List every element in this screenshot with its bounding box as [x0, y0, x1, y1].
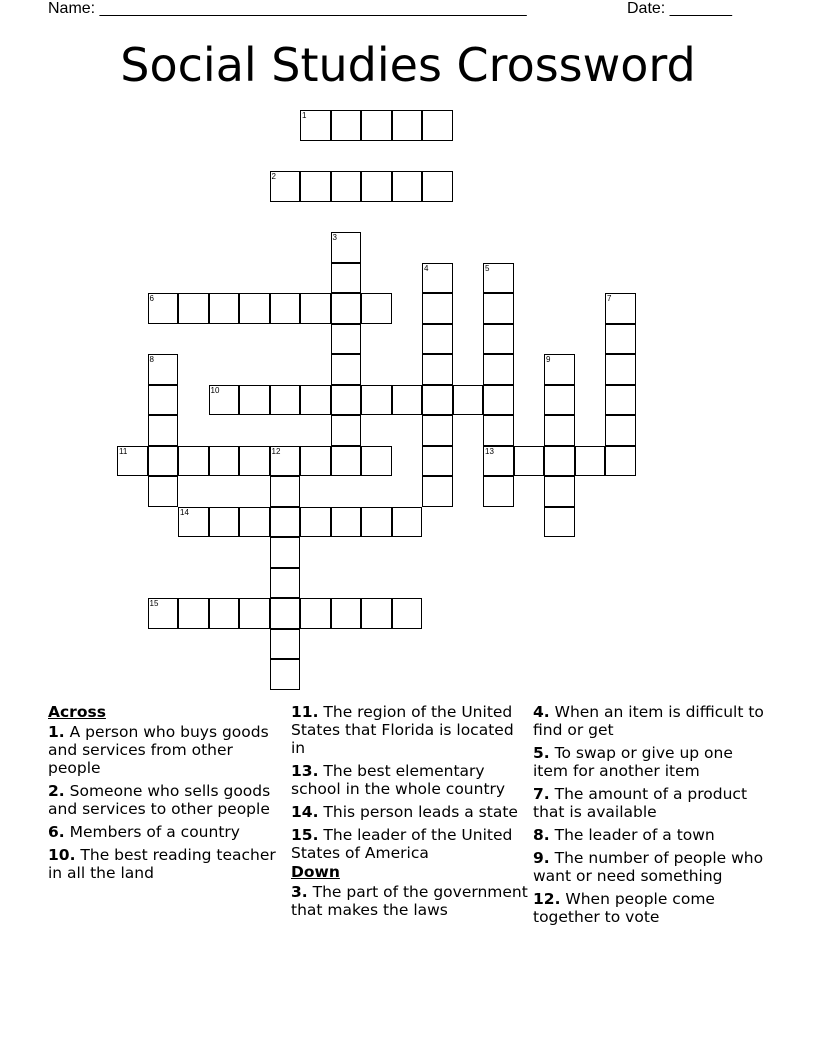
grid-cell[interactable]	[514, 446, 545, 477]
clue-number: 14.	[291, 803, 319, 821]
grid-cell[interactable]	[178, 446, 209, 477]
grid-cell[interactable]	[178, 598, 209, 629]
grid-cell[interactable]	[605, 324, 636, 355]
grid-cell[interactable]	[422, 415, 453, 446]
clue-text: The number of people who want or need something	[533, 849, 764, 885]
grid-cell[interactable]	[361, 293, 392, 324]
grid-cell[interactable]	[483, 293, 514, 324]
grid-cell[interactable]	[422, 171, 453, 202]
cell-number: 15	[149, 599, 159, 608]
grid-cell[interactable]	[209, 507, 240, 538]
cell-number: 10	[210, 385, 220, 395]
cell-number: 4	[424, 263, 429, 273]
clue-number: 8.	[533, 826, 550, 844]
grid-cell[interactable]	[270, 568, 301, 599]
grid-cell[interactable]	[300, 110, 331, 141]
cell-number: 9	[546, 355, 551, 364]
clue-number: 11.	[291, 703, 319, 721]
name-field[interactable]: Name: ________________________________________________	[48, 0, 527, 17]
down-heading: Down	[291, 863, 340, 881]
cell-number: 8	[149, 355, 154, 364]
clue-number: 9.	[533, 849, 550, 867]
grid-cell[interactable]	[270, 629, 301, 660]
clue-text: Someone who sells goods and services to other people	[48, 782, 271, 818]
clue-across-2	[48, 782, 286, 818]
grid-cell[interactable]	[300, 507, 331, 538]
grid-cell[interactable]	[178, 293, 209, 324]
clue-number: 2.	[48, 782, 65, 800]
grid-cell[interactable]	[239, 507, 270, 538]
clue-text: This person leads a state	[323, 803, 518, 821]
clues-column-3	[533, 703, 771, 931]
clue-number: 1.	[48, 723, 65, 741]
grid-cell[interactable]	[483, 385, 514, 416]
grid-cell[interactable]	[331, 232, 362, 263]
grid-cell[interactable]	[605, 354, 636, 385]
clue-text: When people come together to vote	[533, 890, 715, 926]
grid-cell[interactable]	[392, 385, 423, 416]
clue-text: The region of the United States that Florida is located in	[291, 703, 514, 757]
grid-cell[interactable]	[422, 476, 453, 507]
grid-cell[interactable]	[361, 385, 392, 416]
grid-cell[interactable]	[239, 446, 270, 477]
grid-cell[interactable]	[270, 293, 301, 324]
grid-cell[interactable]	[300, 446, 331, 477]
grid-cell[interactable]	[392, 171, 423, 202]
clue-number: 7.	[533, 785, 550, 803]
grid-cell[interactable]	[483, 476, 514, 507]
cell-number: 7	[607, 294, 612, 303]
grid-cell[interactable]	[331, 598, 362, 629]
grid-cell[interactable]	[422, 446, 453, 477]
grid-cell[interactable]	[605, 385, 636, 416]
cell-number: 11	[119, 446, 128, 456]
across-heading: Across	[48, 703, 106, 721]
clue-number: 4.	[533, 703, 550, 721]
grid-cell[interactable]	[209, 598, 240, 629]
grid-cell[interactable]	[331, 385, 362, 416]
grid-cell[interactable]	[148, 446, 179, 477]
grid-cell[interactable]	[483, 263, 514, 294]
grid-cell[interactable]	[331, 110, 362, 141]
grid-cell[interactable]	[117, 446, 148, 477]
grid-cell[interactable]	[331, 324, 362, 355]
grid-cell[interactable]	[209, 385, 240, 416]
grid-cell[interactable]	[361, 446, 392, 477]
clue-number: 6.	[48, 823, 65, 841]
clue-text: When an item is difficult to find or get	[533, 703, 764, 739]
grid-cell[interactable]	[422, 263, 453, 294]
clue-across-14	[291, 803, 529, 821]
cell-number: 13	[485, 446, 494, 456]
page-title: Social Studies Crossword	[120, 38, 696, 92]
grid-cell[interactable]	[422, 385, 453, 416]
grid-cell[interactable]	[148, 354, 179, 385]
clue-across-10	[48, 846, 286, 882]
date-field[interactable]: Date: _______	[627, 0, 732, 17]
grid-cell[interactable]	[544, 354, 575, 385]
grid-cell[interactable]	[483, 415, 514, 446]
grid-cell[interactable]	[483, 354, 514, 385]
clue-down-5	[533, 744, 771, 780]
clue-text: The leader of the United States of America	[291, 826, 513, 862]
clue-down-7	[533, 785, 771, 821]
grid-cell[interactable]	[239, 598, 270, 629]
clue-number: 3.	[291, 883, 308, 901]
grid-cell[interactable]	[453, 385, 484, 416]
clue-text: A person who buys goods and services from other people	[48, 723, 269, 777]
clue-text: The best elementary school in the whole country	[291, 762, 506, 798]
grid-cell[interactable]	[148, 293, 179, 324]
grid-cell[interactable]	[361, 110, 392, 141]
cell-number: 5	[485, 263, 490, 273]
grid-cell[interactable]	[422, 324, 453, 355]
grid-cell[interactable]	[270, 507, 301, 538]
cell-number: 12	[271, 446, 281, 456]
clue-text: The part of the government that makes the laws	[291, 883, 528, 919]
cell-number: 6	[149, 294, 154, 303]
grid-cell[interactable]	[148, 476, 179, 507]
grid-cell[interactable]	[422, 110, 453, 141]
grid-cell[interactable]	[422, 354, 453, 385]
clue-text: The amount of a product that is available	[533, 785, 748, 821]
grid-cell[interactable]	[148, 598, 179, 629]
grid-cell[interactable]	[605, 293, 636, 324]
grid-cell[interactable]	[331, 171, 362, 202]
clue-number: 15.	[291, 826, 319, 844]
grid-cell[interactable]	[331, 293, 362, 324]
clue-down-4	[533, 703, 771, 739]
grid-cell[interactable]	[483, 446, 514, 477]
grid-cell[interactable]	[209, 293, 240, 324]
clues-column-1	[48, 703, 286, 887]
clue-text: To swap or give up one item for another item	[533, 744, 733, 780]
clue-number: 12.	[533, 890, 561, 908]
clue-text: The leader of a town	[554, 826, 715, 844]
clue-across-15	[291, 826, 529, 862]
clue-down-3	[291, 883, 529, 919]
grid-cell[interactable]	[422, 293, 453, 324]
grid-cell[interactable]	[270, 171, 301, 202]
grid-cell[interactable]	[270, 446, 301, 477]
grid-cell[interactable]	[300, 385, 331, 416]
clue-across-1	[48, 723, 286, 777]
grid-cell[interactable]	[544, 385, 575, 416]
grid-cell[interactable]	[270, 385, 301, 416]
clues-column-2	[291, 703, 529, 924]
clue-number: 5.	[533, 744, 550, 762]
grid-cell[interactable]	[239, 385, 270, 416]
grid-cell[interactable]	[209, 446, 240, 477]
grid-cell[interactable]	[300, 598, 331, 629]
clue-text: Members of a country	[69, 823, 240, 841]
grid-cell[interactable]	[361, 507, 392, 538]
clue-across-11	[291, 703, 529, 757]
clue-across-6	[48, 823, 286, 841]
clue-across-13	[291, 762, 529, 798]
grid-cell[interactable]	[392, 507, 423, 538]
grid-cell[interactable]	[331, 354, 362, 385]
clue-down-9	[533, 849, 771, 885]
grid-cell[interactable]	[361, 598, 392, 629]
clue-text: The best reading teacher in all the land	[48, 846, 276, 882]
clue-down-8	[533, 826, 771, 844]
grid-cell[interactable]	[270, 476, 301, 507]
grid-cell[interactable]	[148, 415, 179, 446]
grid-cell[interactable]	[239, 293, 270, 324]
grid-cell[interactable]	[148, 385, 179, 416]
cell-number: 1	[302, 111, 307, 120]
cell-number: 3	[332, 233, 337, 242]
cell-number: 2	[271, 172, 276, 181]
grid-cell[interactable]	[392, 110, 423, 141]
cell-number: 14	[180, 507, 189, 517]
grid-cell[interactable]	[270, 598, 301, 629]
clue-number: 13.	[291, 762, 319, 780]
grid-cell[interactable]	[178, 507, 209, 538]
grid-cell[interactable]	[575, 446, 606, 477]
grid-cell[interactable]	[270, 537, 301, 568]
grid-cell[interactable]	[331, 415, 362, 446]
grid-cell[interactable]	[483, 324, 514, 355]
grid-cell[interactable]	[361, 171, 392, 202]
grid-cell[interactable]	[331, 507, 362, 538]
grid-cell[interactable]	[605, 415, 636, 446]
grid-cell[interactable]	[300, 171, 331, 202]
grid-cell[interactable]	[270, 659, 301, 690]
grid-cell[interactable]	[544, 507, 575, 538]
grid-cell[interactable]	[544, 476, 575, 507]
grid-cell[interactable]	[300, 293, 331, 324]
clue-number: 10.	[48, 846, 76, 864]
grid-cell[interactable]	[544, 446, 575, 477]
grid-cell[interactable]	[392, 598, 423, 629]
grid-cell[interactable]	[331, 263, 362, 294]
grid-cell[interactable]	[605, 446, 636, 477]
grid-cell[interactable]	[544, 415, 575, 446]
grid-cell[interactable]	[331, 446, 362, 477]
clue-down-12	[533, 890, 771, 926]
